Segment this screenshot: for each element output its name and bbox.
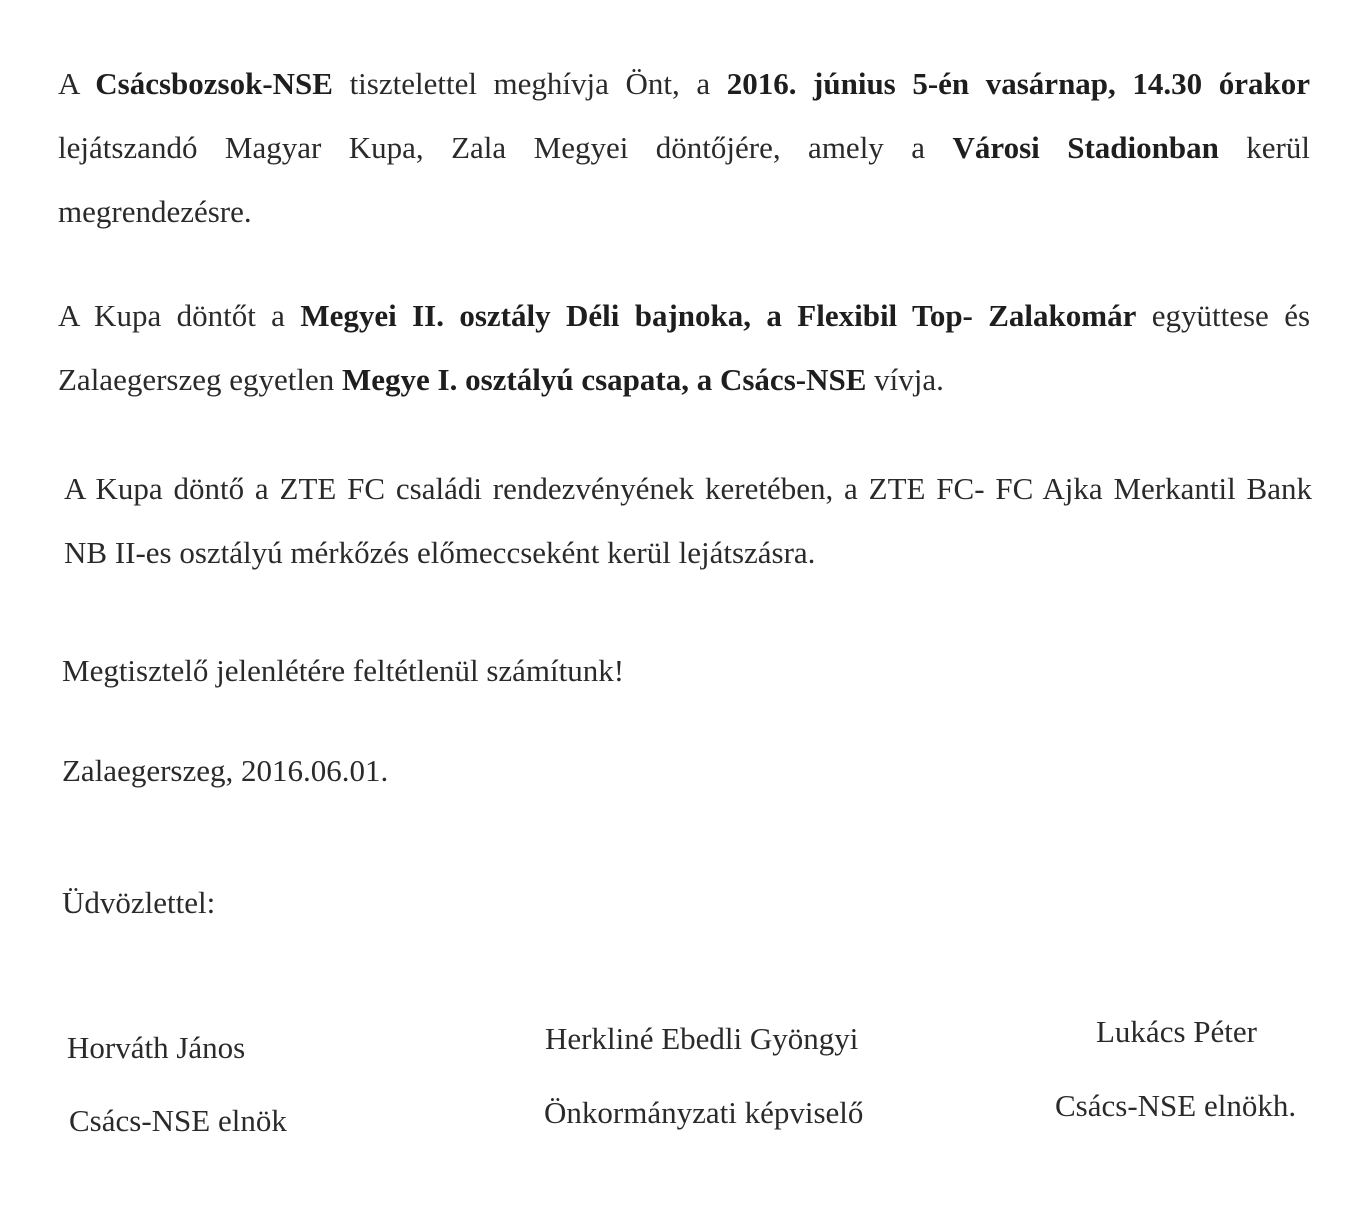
text-run: A Kupa döntőt a (58, 298, 301, 333)
venue-name: Városi Stadionban (952, 130, 1219, 165)
teams-paragraph (58, 284, 1310, 412)
signatory-name: Herkliné Ebedli Gyöngyi (545, 1021, 859, 1056)
event-datetime: 2016. június 5-én vasárnap, 14.30 órakor (726, 66, 1310, 101)
closing-sentence: Megtisztelő jelenlétére feltétlenül számítunk! (62, 653, 625, 688)
text-run: vívja. (866, 362, 944, 397)
club-name: Csácsbozsok-NSE (95, 66, 333, 101)
greeting: Üdvözlettel: (62, 885, 216, 920)
invitation-paragraph (58, 52, 1310, 244)
text-run: együttese és Zalaegerszeg egyetlen (58, 298, 1311, 397)
signatory-name: Lukács Péter (1096, 1014, 1257, 1049)
text-run: lejátszandó Magyar Kupa, Zala Megyei döntőjére, amely a (58, 130, 953, 165)
context-paragraph: A Kupa döntő a ZTE FC családi rendezvényének keretében, a ZTE FC- FC Ajka Merkantil Bank NB II-es osztályú mérkőzés előmeccseként kerül lejátszásra. (64, 471, 1312, 570)
signatory-title: Csács-NSE elnökh. (1055, 1088, 1297, 1123)
text-run: tisztelettel meghívja Önt, a (332, 66, 727, 101)
team-one: Megyei II. osztály Déli bajnoka, a Flexibil Top- Zalakomár (300, 298, 1137, 333)
signatory-name: Horváth János (67, 1030, 246, 1065)
text-run: A (58, 66, 96, 101)
place-and-date: Zalaegerszeg, 2016.06.01. (62, 753, 389, 788)
team-two: Megye I. osztályú csapata, a Csács-NSE (342, 362, 867, 397)
signatory-title: Önkormányzati képviselő (544, 1095, 864, 1130)
text-run: kerül megrendezésre. (58, 130, 1310, 229)
signatory-title: Csács-NSE elnök (69, 1103, 287, 1138)
